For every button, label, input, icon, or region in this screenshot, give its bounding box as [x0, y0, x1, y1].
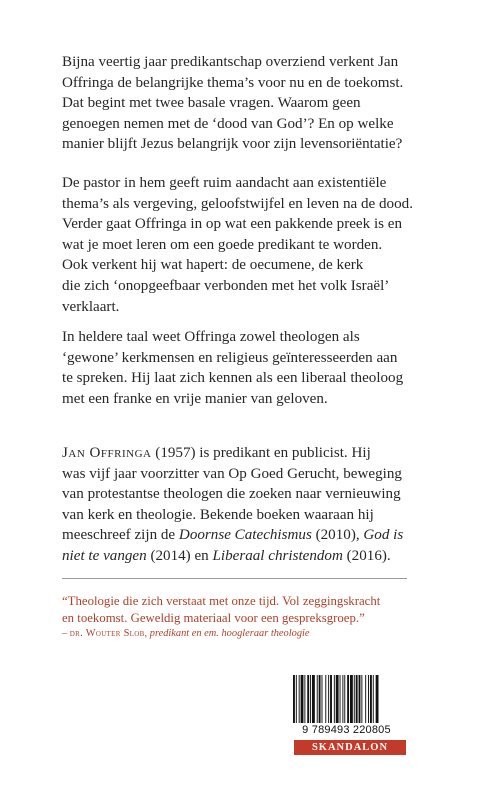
- text-line: wat je moet leren om een goede predikant te worden.: [62, 236, 383, 253]
- bio-line: van protestantse theologen die zoeken naar vernieuwing: [62, 486, 401, 503]
- barcode-bar: [293, 675, 295, 723]
- barcode-bar: [356, 675, 358, 723]
- barcode-bar: [361, 675, 362, 723]
- text-line: verklaart.: [62, 298, 120, 315]
- barcode-area: [285, 673, 408, 781]
- barcode-bar: [322, 675, 323, 723]
- divider: [62, 578, 407, 579]
- quote-line: “Theologie die zich verstaat met onze tijd. Vol zeggingskracht: [62, 594, 381, 608]
- publisher-logo: SKANDALON: [294, 740, 406, 755]
- text-line: met een franke en vrije manier van geloven.: [62, 390, 328, 407]
- text-line: Bijna veertig jaar predikantschap overziend verkent Jan: [62, 54, 399, 70]
- endorser-role: , predikant en em. hoogleraar theologie: [144, 628, 310, 640]
- barcode-bar: [334, 675, 335, 723]
- quote-line: en toekomst. Geweldig materiaal voor een gespreksgroep.”: [62, 610, 365, 625]
- barcode-bar: [299, 675, 300, 723]
- endorsement-quote: [62, 593, 407, 643]
- bio-text: (2014) en: [146, 547, 213, 564]
- book-title: niet te vangen: [62, 547, 147, 564]
- text-line: te spreken. Hij laat zich kennen als een liberaal theoloog: [62, 370, 404, 387]
- text-line: In heldere taal weet Offringa zowel theologen als: [62, 329, 360, 345]
- barcode-bar: [310, 675, 311, 723]
- blurb-paragraph-3: [62, 327, 407, 409]
- barcode-bar: [370, 675, 372, 723]
- barcode-bar: [317, 675, 318, 723]
- bio-text: (2016).: [342, 547, 391, 564]
- text-line: ‘gewone’ kerkmensen en religieus geïnteresseerden aan: [62, 349, 398, 366]
- bio-line: van kerk en theologie. Bekende boeken waaraan hij: [62, 506, 374, 523]
- bio-line: [62, 546, 412, 567]
- text-line: Ook verkent hij wat hapert: de oecumene, de kerk: [62, 257, 364, 274]
- bio-line: [62, 525, 412, 546]
- text-line: thema’s als vergeving, geloofstwijfel en leven na de dood.: [62, 195, 413, 212]
- barcode-bar: [373, 675, 374, 723]
- barcode-bar: [301, 675, 304, 723]
- barcode-bar: [347, 675, 349, 723]
- barcode-bar: [365, 675, 366, 723]
- isbn-number: 9 789493 220805: [302, 724, 391, 736]
- barcode-bar: [376, 675, 379, 723]
- endorser-name: dr. Wouter Slob: [69, 628, 145, 640]
- text-line: De pastor in hem geeft ruim aandacht aan existentiële: [62, 175, 387, 191]
- barcode-bar: [342, 675, 343, 723]
- bio-line: was vijf jaar voorzitter van Op Goed Gerucht, beweging: [62, 465, 402, 482]
- barcode-bar: [340, 675, 341, 723]
- book-title: Liberaal christendom: [212, 547, 343, 564]
- barcode-bar: [328, 675, 329, 723]
- text-line: die zich ‘onopgeefbaar verbonden met het volk Israël’: [62, 277, 390, 294]
- barcode-bar: [354, 675, 355, 723]
- text-line: Offringa de belangrijke thema’s voor nu en de toekomst.: [62, 74, 404, 91]
- attribution-dash: –: [62, 628, 70, 640]
- author-name: Jan Offringa: [62, 445, 152, 461]
- barcode-bar: [336, 675, 339, 723]
- book-title: God is: [363, 527, 404, 544]
- bio-line: [62, 443, 412, 464]
- barcode-bar: [359, 675, 361, 723]
- blurb-paragraph-1: [62, 52, 407, 155]
- text-line: Verder gaat Offringa in op wat een pakkende preek is en: [62, 216, 403, 233]
- barcode-bar: [304, 675, 305, 723]
- barcode-bar: [368, 675, 369, 723]
- barcode-bar: [312, 675, 315, 723]
- book-title: Doornse Catechismus: [178, 527, 312, 544]
- barcode-bar: [319, 675, 321, 723]
- text-line: Dat begint met twee basale vragen. Waarom geen: [62, 95, 361, 112]
- text-line: manier blijft Jezus belangrijk voor zijn levensoriëntatie?: [62, 136, 403, 153]
- barcode-bar: [325, 675, 326, 723]
- quote-attribution: [62, 626, 407, 643]
- barcode-bar: [296, 675, 297, 723]
- bio-text: (1957) is predikant en publicist. Hij: [151, 445, 371, 461]
- barcode-bar: [344, 675, 345, 723]
- text-line: genoegen nemen met de ‘dood van God’? En op welke: [62, 115, 394, 132]
- blurb-paragraph-2: [62, 173, 413, 317]
- barcode-bar: [330, 675, 332, 723]
- barcode-bar: [307, 675, 309, 723]
- bio-text: (2010),: [311, 527, 364, 544]
- author-bio: [62, 443, 412, 567]
- barcode-icon: [293, 675, 400, 723]
- bio-text: meeschreef zijn de: [62, 527, 179, 544]
- barcode-bar: [350, 675, 353, 723]
